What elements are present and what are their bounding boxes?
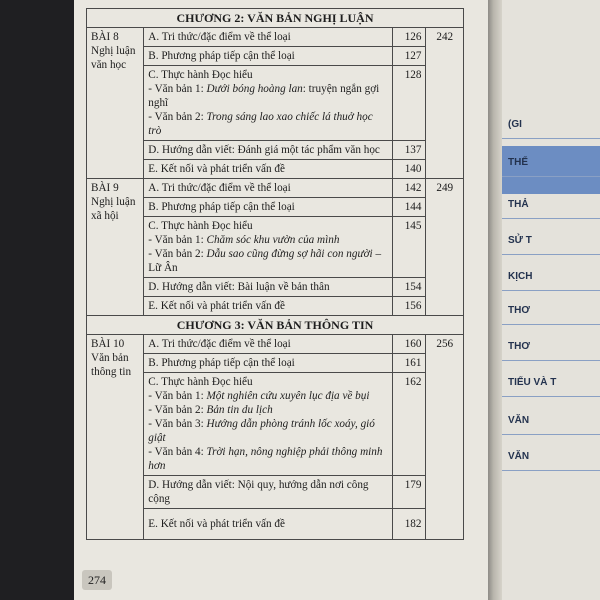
facing-page [502, 0, 600, 600]
table-row: D. Hướng dẫn viết: Đánh giá một tác phẩm văn học 137 [87, 141, 464, 160]
facing-tab: THẢ [502, 192, 600, 219]
facing-tab: THƠ [502, 298, 600, 325]
lesson-answer-page: 256 [426, 335, 464, 540]
table-row: C. Thực hành Đọc hiểu - Văn bản 1: Một nghiên cứu xuyên lục địa về bụi - Văn bản 2: Bản tin du lịch - Văn bản 3: Hướng dẫn phòng tránh lốc xoáy, gió giật - Văn bản 4: Trời hạn, nông nghiệp phải thông minh hơn 162 [87, 373, 464, 476]
table-of-contents [86, 8, 464, 540]
table-row: B. Phương pháp tiếp cận thể loại 161 [87, 354, 464, 373]
book-spine-shadow [0, 0, 74, 600]
table-row: E. Kết nối và phát triển vấn đề 182 [87, 509, 464, 540]
table-row: E. Kết nối và phát triển vấn đề 156 [87, 297, 464, 316]
facing-tab: KỊCH [502, 264, 600, 291]
table-row: C. Thực hành Đọc hiểu - Văn bản 1: Dưới bóng hoàng lan: truyện ngắn gợi nghĩ - Văn bản 2: Trong sáng lao xao chiếc lá thuở học trò 128 [87, 66, 464, 141]
facing-tab: (GI [502, 112, 600, 139]
chapter-3-title: CHƯƠNG 3: VĂN BẢN THÔNG TIN [87, 316, 464, 335]
table-row: BÀI 8 Nghị luận văn học A. Tri thức/đặc điểm về thể loại 126 242 [87, 28, 464, 47]
table-row: BÀI 9 Nghị luận xã hội A. Tri thức/đặc điểm về thể loại 142 249 [87, 179, 464, 198]
facing-tab: TIỂU VÀ T [502, 370, 600, 397]
table-row: D. Hướng dẫn viết: Bài luận về bản thân 154 [87, 278, 464, 297]
lesson-cell-9: BÀI 9 Nghị luận xã hội [87, 179, 144, 316]
facing-tab: THỂ [502, 150, 600, 177]
table-row: B. Phương pháp tiếp cận thể loại 144 [87, 198, 464, 217]
table-row: BÀI 10 Văn bản thông tin A. Tri thức/đặc điểm về thể loại 160 256 [87, 335, 464, 354]
facing-tab: THƠ [502, 334, 600, 361]
lesson-cell-10: BÀI 10 Văn bản thông tin [87, 335, 144, 540]
lesson-answer-page: 242 [426, 28, 464, 179]
lesson-cell-8: BÀI 8 Nghị luận văn học [87, 28, 144, 179]
page-gutter [488, 0, 502, 600]
chapter-2-title: CHƯƠNG 2: VĂN BẢN NGHỊ LUẬN [87, 9, 464, 28]
chapter-header [87, 9, 464, 28]
facing-tab: SỬ T [502, 228, 600, 255]
lesson-answer-page: 249 [426, 179, 464, 316]
table-row: C. Thực hành Đọc hiểu - Văn bản 1: Chăm sóc khu vườn của mình - Văn bản 2: Dẫu sao cũng đừng sợ hãi con người – Lữ Ân 145 [87, 217, 464, 278]
table-row: E. Kết nối và phát triển vấn đề 140 [87, 160, 464, 179]
table-row: D. Hướng dẫn viết: Nội quy, hướng dẫn nơi công cộng 179 [87, 476, 464, 509]
facing-tab: VĂN [502, 408, 600, 435]
table-row: B. Phương pháp tiếp cận thể loại 127 [87, 47, 464, 66]
page-number: 274 [82, 570, 112, 590]
chapter-header [87, 316, 464, 335]
facing-tab: VĂN [502, 444, 600, 471]
